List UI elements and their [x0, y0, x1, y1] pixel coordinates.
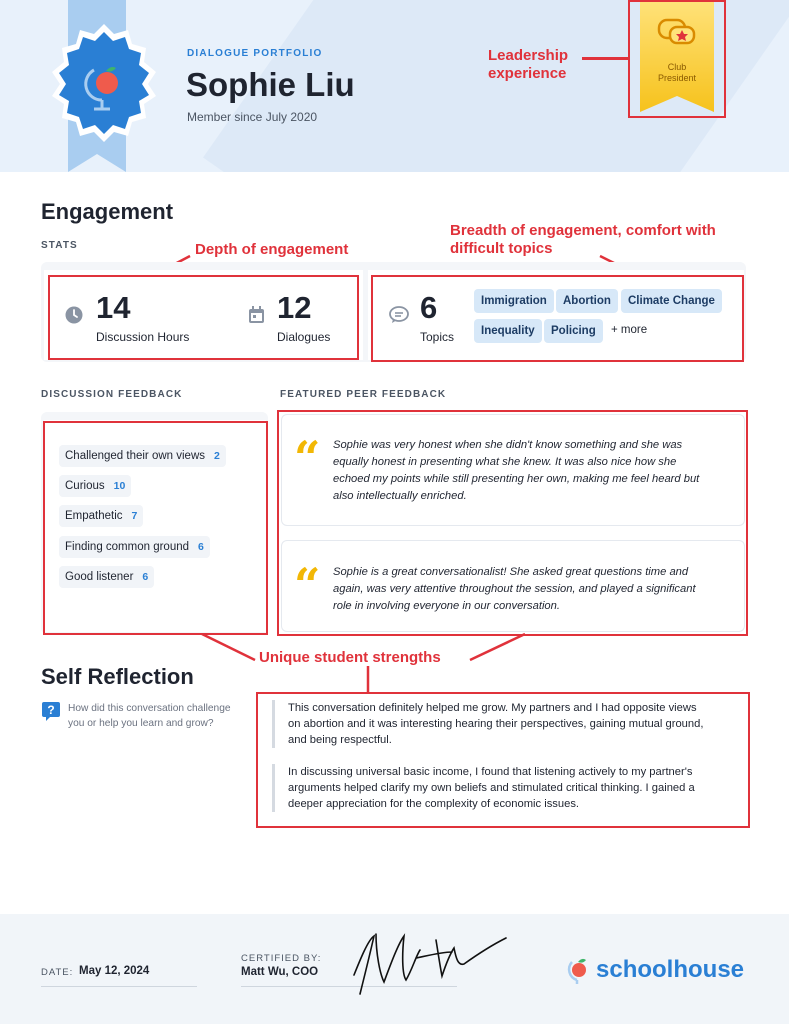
answer-line: This conversation definitely helped me grow. My partners and I had opposite views — [288, 702, 697, 714]
club-badge-line: President — [657, 73, 697, 83]
peer-feedback-highlight — [277, 410, 748, 636]
globe-badge-icon — [44, 22, 164, 142]
topics-label: Topics — [420, 330, 455, 344]
hours-value: 14 — [96, 290, 131, 325]
svg-text:?: ? — [47, 703, 55, 717]
feedback-tag-count: 7 — [131, 510, 138, 522]
annotation-line: Leadership — [488, 47, 569, 64]
more-topics-link[interactable]: + more — [611, 324, 648, 336]
hours-label: Discussion Hours — [96, 330, 190, 344]
feedback-tag-count: 2 — [214, 450, 220, 462]
topic-chip[interactable]: Inequality — [474, 319, 542, 343]
depth-highlight — [48, 275, 359, 360]
quote-line: Sophie was very honest when she didn't know something and she was — [333, 439, 683, 451]
leadership-highlight — [628, 0, 726, 118]
club-badge-line: Club — [667, 62, 687, 72]
topic-chip[interactable]: Abortion — [556, 289, 618, 313]
answer-line: arguments helped clarify my own beliefs and stimulated critical thinking. I gained a — [288, 782, 695, 794]
self-reflection-title: Self Reflection — [41, 664, 194, 689]
quote-line: Sophie is a great conversationalist! She asked great questions time and — [333, 566, 689, 578]
annotation-connector — [202, 634, 255, 660]
peer-feedback-label: FEATURED PEER FEEDBACK — [280, 389, 447, 400]
feedback-tag-text: Curious — [65, 480, 105, 492]
topic-chip[interactable]: Climate Change — [621, 289, 722, 313]
quote-icon: “ — [294, 558, 321, 612]
leadership-annotation — [488, 47, 568, 83]
answer-line: In discussing universal basic income, I found that listening actively to my partner's — [288, 766, 693, 778]
member-since: Member since July 2020 — [187, 110, 318, 124]
quote-line: again, was very attentive throughout the session, and played a significant — [333, 583, 696, 595]
engagement-title: Engagement — [41, 199, 174, 224]
signature-image — [346, 930, 511, 1000]
dialogues-value: 12 — [277, 290, 312, 325]
answer-line: and being respectful. — [288, 734, 392, 746]
feedback-tag-text: Empathetic — [65, 510, 123, 522]
breadth-annotation — [450, 222, 716, 258]
annotation-line: difficult topics — [450, 240, 553, 257]
certified-label: CERTIFIED BY: — [241, 953, 322, 964]
quote-line: echoed my points while still presenting her own, making me feel heard but — [333, 473, 700, 485]
portfolio-kicker: DIALOGUE PORTFOLIO — [187, 48, 323, 59]
feedback-tag-count: 6 — [142, 571, 149, 583]
topic-chip[interactable]: Policing — [544, 319, 603, 343]
annotation-line: experience — [488, 65, 567, 82]
topic-chip[interactable]: Immigration — [474, 289, 554, 313]
feedback-tag-text: Good listener — [65, 571, 134, 583]
breadth-highlight — [371, 275, 744, 362]
quote-line: equally honest in presenting what she knew. It was also nice how she — [333, 456, 677, 468]
discussion-feedback-label: DISCUSSION FEEDBACK — [41, 389, 183, 400]
question-line: How did this conversation challenge — [68, 703, 231, 714]
date-label: DATE: — [41, 967, 74, 978]
quote-line: also intellectually enriched. — [333, 490, 467, 502]
stats-label: STATS — [41, 240, 78, 251]
quote-icon: “ — [294, 431, 321, 485]
schoolhouse-logo-icon — [563, 954, 591, 986]
annotation-line: Breadth of engagement, comfort with — [450, 222, 716, 239]
answer-line: deeper appreciation for the complexity of economic issues. — [288, 798, 580, 810]
strengths-annotation: Unique student strengths — [259, 649, 441, 666]
date-underline — [41, 986, 197, 987]
dialogues-label: Dialogues — [277, 330, 331, 344]
topics-value: 6 — [420, 290, 438, 325]
reflection-highlight — [256, 692, 750, 828]
schoolhouse-wordmark: schoolhouse — [596, 956, 745, 983]
feedback-highlight — [43, 421, 268, 635]
question-icon — [42, 702, 60, 721]
student-name: Sophie Liu — [186, 66, 355, 103]
date-value: May 12, 2024 — [79, 965, 150, 977]
feedback-tag-count: 10 — [113, 480, 126, 492]
feedback-tag-text: Challenged their own views — [65, 450, 205, 462]
quote-line: role in involving everyone in our conversation. — [333, 600, 560, 612]
answer-line: on abortion and it was interesting hearing their perspectives, gaining mutual ground, — [288, 718, 704, 730]
feedback-tag-count: 6 — [198, 541, 204, 553]
depth-annotation: Depth of engagement — [195, 241, 349, 258]
reflection-question — [68, 701, 248, 731]
question-line: you or help you learn and grow? — [68, 718, 214, 729]
certified-value: Matt Wu, COO — [241, 966, 319, 978]
feedback-tag-text: Finding common ground — [65, 541, 190, 553]
annotation-connector — [470, 634, 525, 660]
annotation-arrow — [582, 57, 628, 60]
